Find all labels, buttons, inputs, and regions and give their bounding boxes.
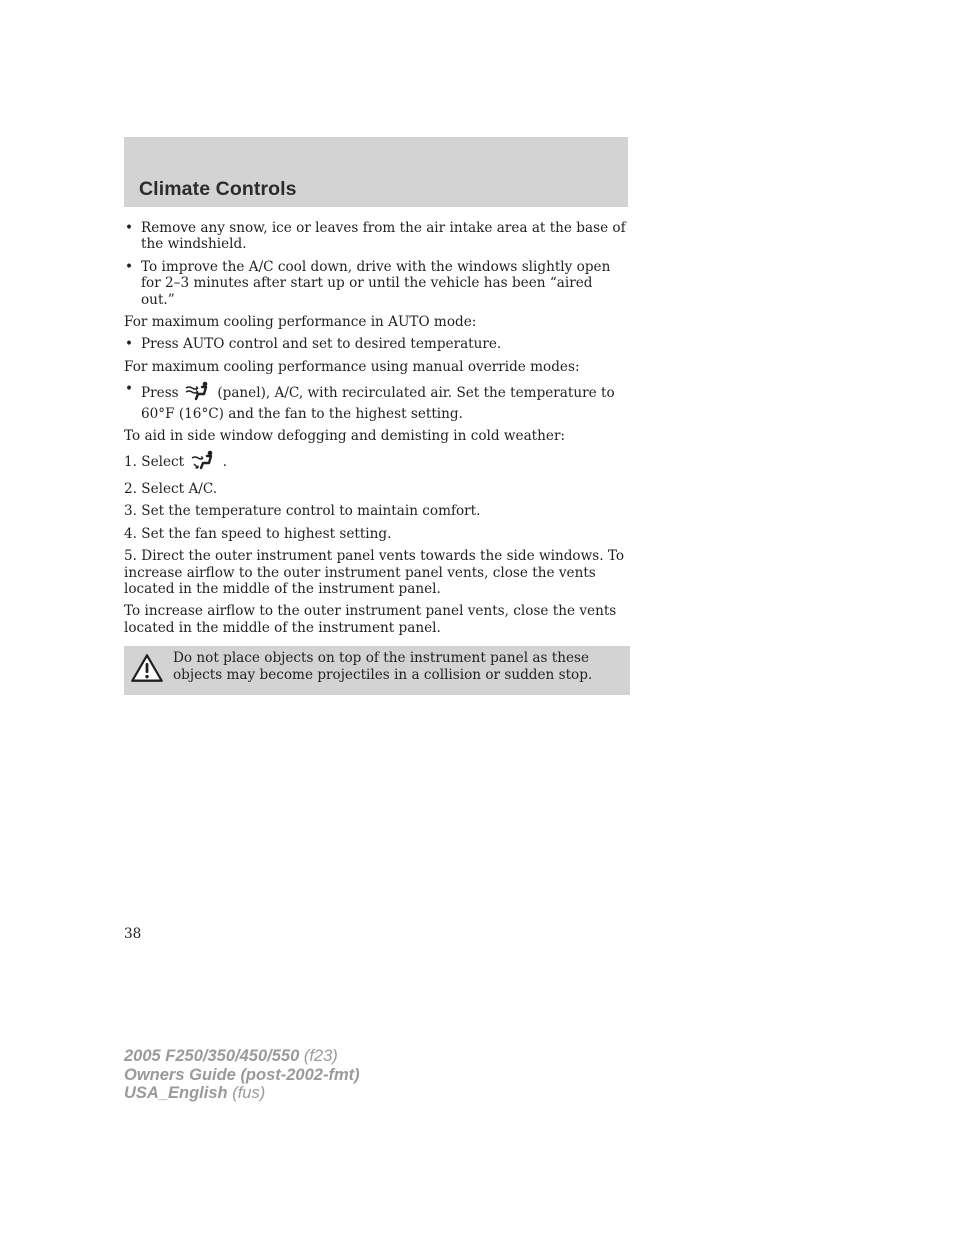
footer-line-1: [124, 1047, 360, 1066]
list-item: [124, 220, 630, 253]
step-4: 4. Set the fan speed to highest setting.: [124, 525, 392, 542]
panel-floor-airflow-icon: [190, 450, 216, 474]
warning-box: [124, 646, 630, 695]
footer-model: 2005 F250/350/450/550: [124, 1047, 300, 1065]
step-3: 3. Set the temperature control to maintain comfort.: [124, 503, 481, 520]
footer-line-3: [124, 1084, 360, 1103]
list-item-text: Press AUTO control and set to desired temperature.: [141, 336, 502, 353]
page-body: [124, 220, 630, 695]
section-title: Climate Controls: [139, 178, 297, 200]
defog-intro: To aid in side window defogging and demisting in cold weather:: [124, 428, 566, 445]
bullet-icon: •: [125, 381, 134, 398]
list-item: [124, 381, 630, 422]
closing-paragraph: To increase airflow to the outer instrument panel vents, close the vents located in the middle of the instrument panel.: [124, 603, 617, 636]
list-item-text: Remove any snow, ice or leaves from the air intake area at the base of the windshield.: [141, 220, 626, 253]
bullet-icon: •: [125, 220, 134, 236]
step-1-prefix: 1. Select: [124, 454, 185, 471]
step-5: 5. Direct the outer instrument panel vents towards the side windows. To increase airflow to the outer instrument panel vents, close the vents located in the middle of the instrument panel.: [124, 548, 625, 597]
footer-language-code: (fus): [232, 1084, 266, 1102]
step-1: [124, 450, 630, 474]
list-item: [124, 259, 630, 308]
footer-language: USA_English: [124, 1084, 228, 1102]
warning-text: Do not place objects on top of the instrument panel as these objects may become projectiles in a collision or sudden stop.: [173, 650, 593, 683]
step-2: 2. Select A/C.: [124, 480, 218, 497]
footer-guide: Owners Guide (post-2002-fmt): [124, 1065, 360, 1084]
warning-triangle-icon: [130, 653, 164, 687]
footer-model-code: (f23): [303, 1047, 338, 1065]
section-header-band: [124, 137, 628, 207]
document-footer: [124, 1047, 360, 1103]
panel-airflow-icon: [185, 381, 211, 405]
auto-mode-intro: For maximum cooling performance in AUTO mode:: [124, 314, 477, 331]
list-item-text-prefix: Press: [141, 385, 179, 402]
manual-mode-intro: For maximum cooling performance using manual override modes:: [124, 358, 580, 375]
list-item-text-suffix: (panel), A/C, with recirculated air. Set the temperature to 60°F (16°C) and the fan to the highest setting.: [141, 385, 615, 422]
bullet-icon: •: [125, 258, 134, 275]
list-item-text: To improve the A/C cool down, drive with the windows slightly open for 2–3 minutes after start up or until the vehicle has been “aired out.”: [141, 258, 611, 308]
list-item: [124, 336, 630, 352]
step-1-suffix: .: [222, 454, 228, 471]
bullet-icon: •: [125, 336, 134, 353]
footer-line-2: [124, 1066, 360, 1085]
page-number: 38: [124, 926, 142, 942]
